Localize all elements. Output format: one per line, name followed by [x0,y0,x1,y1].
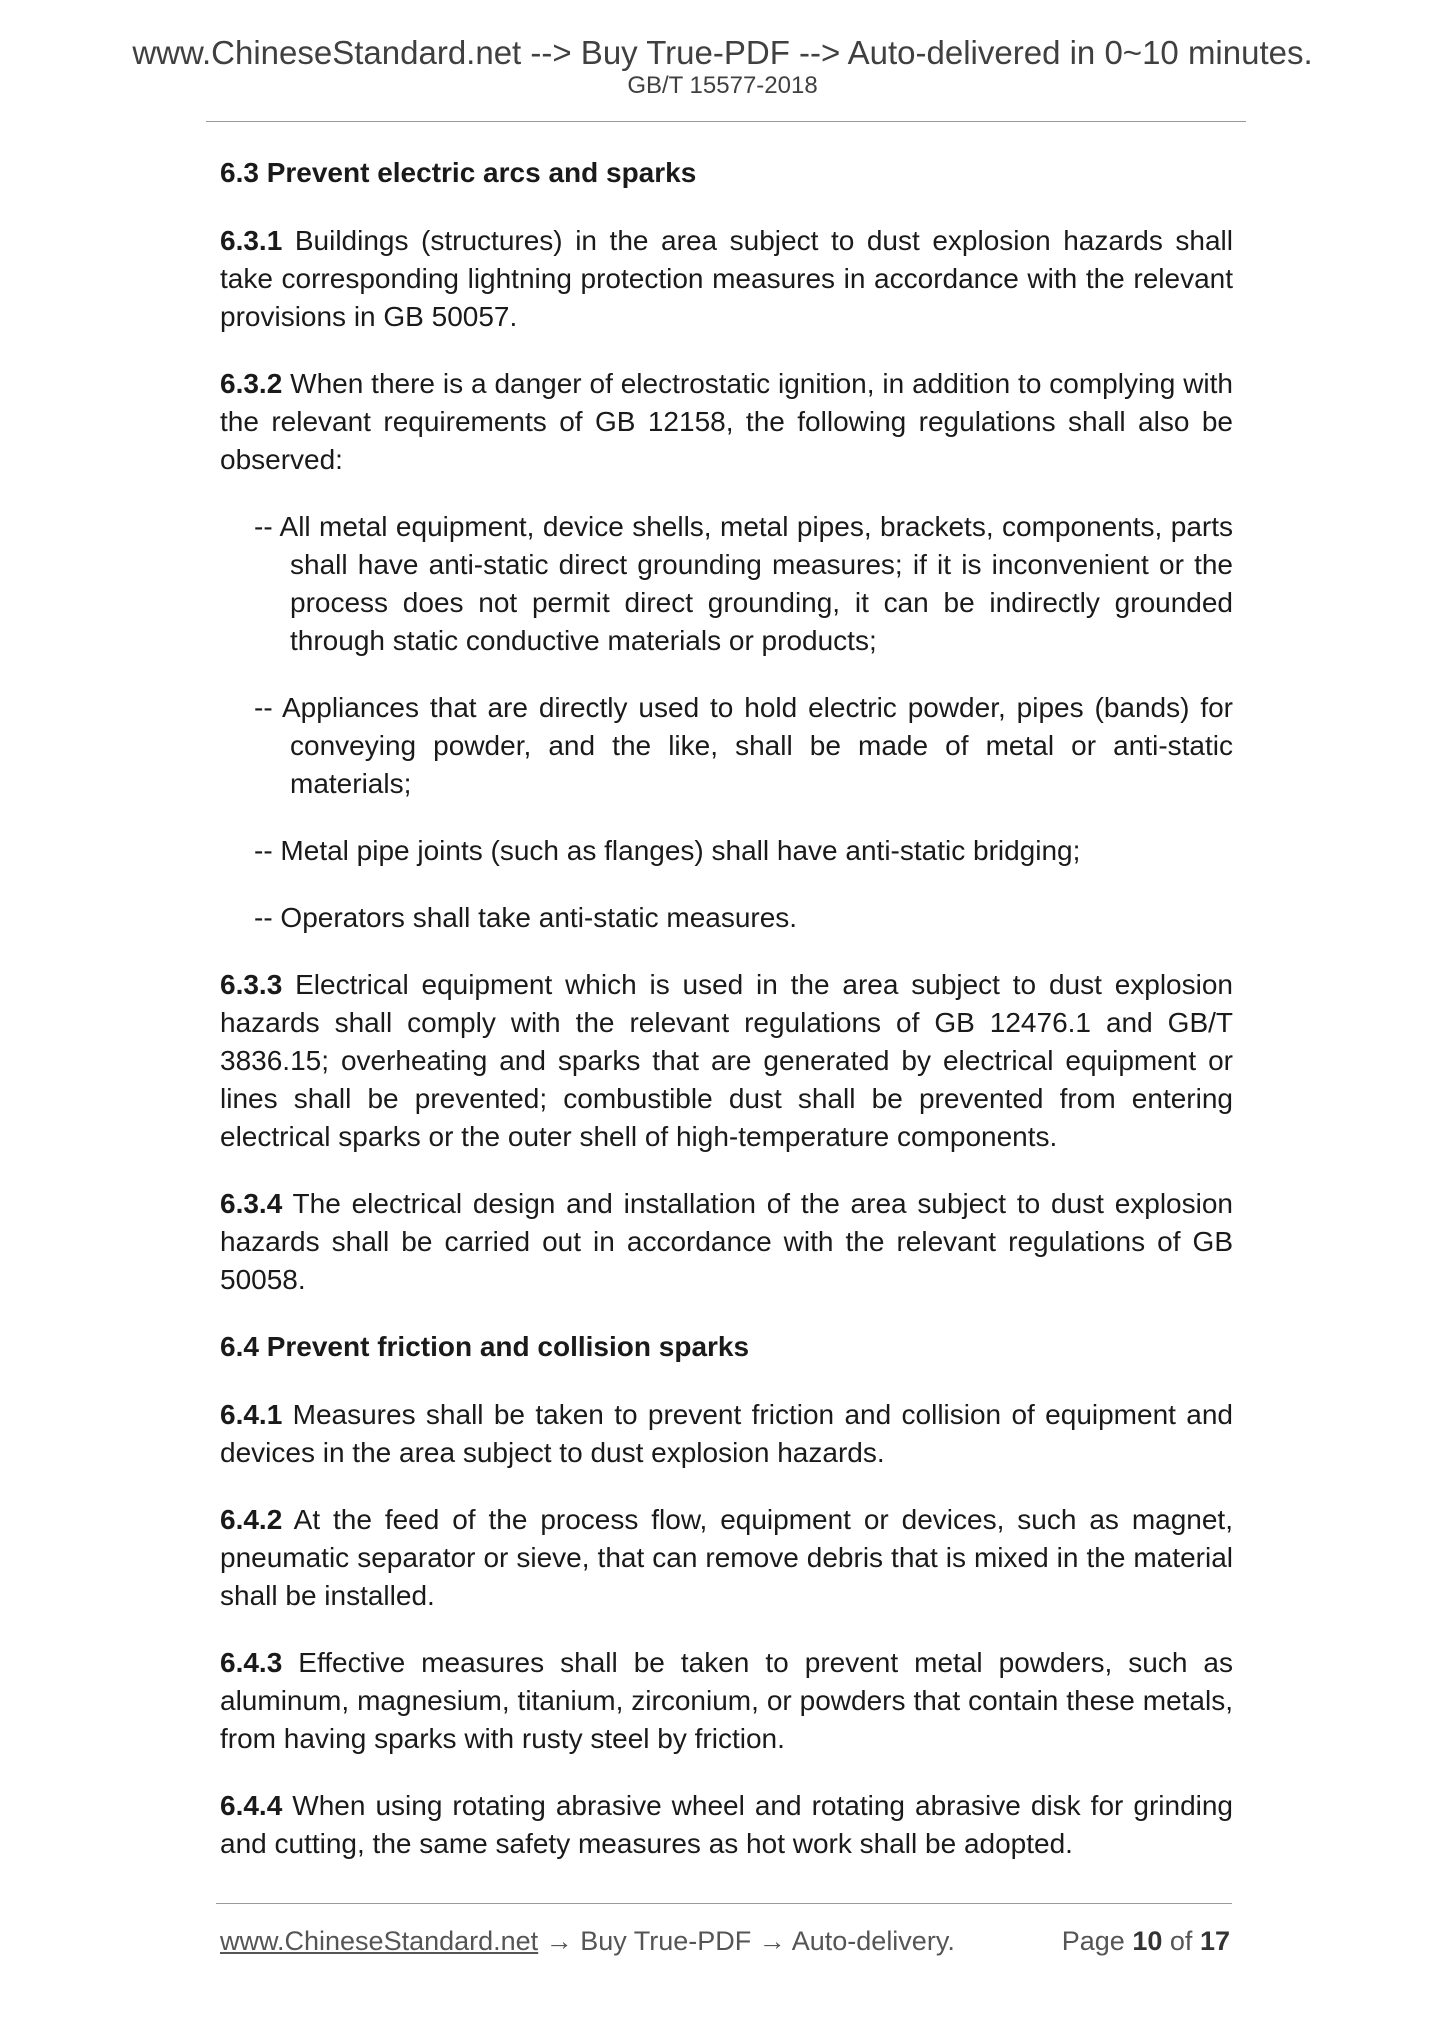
footer-divider [216,1903,1232,1904]
clause-6-3-4 [220,1185,1233,1299]
page-body [220,154,1233,1892]
clause-text: Measures shall be taken to prevent friction and collision of equipment and devices in the area subject to dust explosion hazards. [220,1399,1233,1468]
clause-number: 6.4.1 [220,1399,283,1430]
clause-number: 6.3.3 [220,969,283,1000]
section-heading-6-4: 6.4 Prevent friction and collision sparks [220,1331,750,1362]
section-heading-6-3: 6.3 Prevent electric arcs and sparks [220,157,697,188]
clause-6-4-3 [220,1644,1233,1758]
clause-6-3-1 [220,222,1233,336]
top-banner: www.ChineseStandard.net --> Buy True-PDF --> Auto-delivered in 0~10 minutes. [132,34,1313,71]
clause-text: The electrical design and installation of the area subject to dust explosion hazards shall be carried out in accordance with the relevant regulations of GB 50058. [220,1188,1233,1295]
clause-6-3-3 [220,966,1233,1156]
clause-number: 6.3.4 [220,1188,283,1219]
clause-6-3-2 [220,365,1233,479]
clause-number: 6.4.2 [220,1504,283,1535]
current-page-number: 10 [1132,1926,1163,1956]
clause-text: Buildings (structures) in the area subject to dust explosion hazards shall take corresponding lightning protection measures in accordance with the relevant provisions in GB 50057. [220,225,1233,332]
footer-website-link[interactable]: www.ChineseStandard.net [220,1926,539,1956]
document-code: GB/T 15577-2018 [627,72,818,99]
clause-text: Effective measures shall be taken to prevent metal powders, such as aluminum, magnesium, titanium, zirconium, or powders that contain these metals, from having sparks with rusty steel by friction. [220,1647,1233,1754]
footer-tagline: → Buy True-PDF → Auto-delivery. [538,1926,955,1956]
clause-number: 6.3.1 [220,225,283,256]
clause-6-4-2 [220,1501,1233,1615]
clause-6-4-4 [220,1787,1233,1863]
header-divider [206,121,1246,122]
page-label: Page [1061,1926,1125,1956]
clause-text: When using rotating abrasive wheel and rotating abrasive disk for grinding and cutting, the same safety measures as hot work shall be adopted. [220,1790,1233,1859]
clause-number: 6.3.2 [220,368,283,399]
total-page-count: 17 [1199,1926,1230,1956]
clause-text: When there is a danger of electrostatic ignition, in addition to complying with the relevant requirements of GB 12158, the following regulations shall also be observed: [220,368,1233,475]
page-footer [220,1924,1230,1958]
list-item: -- Metal pipe joints (such as flanges) shall have anti-static bridging; [254,835,1081,866]
clause-text: Electrical equipment which is used in the area subject to dust explosion hazards shall comply with the relevant regulations of GB 12476.1 and GB/T 3836.15; overheating and sparks that are generated by electrical equipment or lines shall be prevented; combustible dust shall be prevented from entering electrical sparks or the outer shell of high-temperature components. [220,969,1233,1152]
list-item: -- All metal equipment, device shells, metal pipes, brackets, components, parts shall have anti-static direct grounding measures; if it is inconvenient or the process does not permit direct grounding, it can be indirectly grounded through static conductive materials or products; [254,511,1233,656]
page-indicator [1062,1924,1230,1958]
clause-6-4-1 [220,1396,1233,1472]
list-item: -- Operators shall take anti-static measures. [254,902,798,933]
list-item: -- Appliances that are directly used to hold electric powder, pipes (bands) for conveying powder, and the like, shall be made of metal or anti-static materials; [254,692,1233,799]
clause-text: At the feed of the process flow, equipment or devices, such as magnet, pneumatic separator or sieve, that can remove debris that is mixed in the material shall be installed. [220,1504,1233,1611]
clause-number: 6.4.3 [220,1647,283,1678]
clause-number: 6.4.4 [220,1790,283,1821]
of-label: of [1169,1926,1193,1956]
